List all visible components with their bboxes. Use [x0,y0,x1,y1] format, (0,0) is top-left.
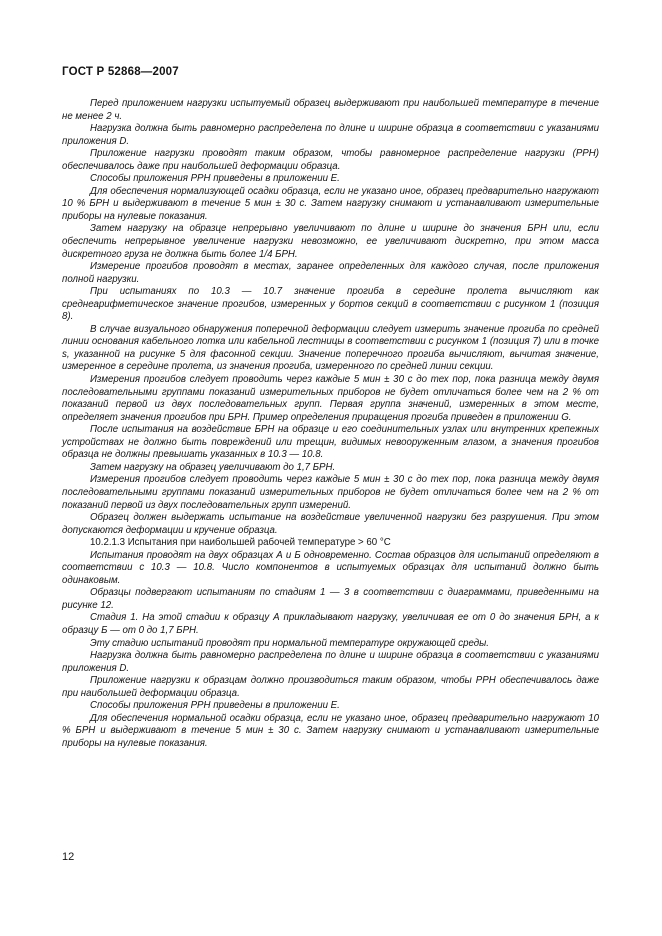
paragraph: Перед приложением нагрузки испытуемый образец выдерживают при наибольшей температуре в течение не менее 2 ч. [62,98,599,122]
paragraph: Затем нагрузку на образец увеличивают до 1,7 БРН. [90,461,336,473]
paragraph: Измерения прогибов следует проводить через каждые 5 мин ± 30 с до тех пор, пока разница между двумя последовательными группами показаний измерительных приборов не будет отличаться более чем на 2 % от показаний первой из двух последовательных групп. Первая группа значений, измеренных в этом месте, определяет значения прогибов при БРН. Пример определения приращения прогиба приведен в приложении G. [62,374,599,423]
paragraph: Испытания проводят на двух образцах А и Б одновременно. Состав образцов для испытаний определяют в соответствии с 10.3 — 10.8. Число компонентов в испытуемых образцах для испытаний должно быть одинаковым. [62,549,599,586]
paragraph: Затем нагрузку на образце непрерывно увеличивают по длине и ширине до значения БРН или, если обеспечить непрерывное увеличение нагрузки невозможно, ее увеличивают дискретно, при этом масса дискретного груза не должна быть более 1/4 БРН. [62,223,599,260]
document-header: ГОСТ Р 52868—2007 [62,66,179,78]
paragraph: Нагрузка должна быть равномерно распределена по длине и ширине образца в соответствии с указаниями приложения D. [62,123,599,147]
paragraph: Для обеспечения нормализующей осадки образца, если не указано иное, образец предварительно нагружают 10 % БРН и выдерживают в течение 5 мин ± 30 с. Затем нагрузку снимают и устанавливают измерительные приборы на нулевые показания. [62,185,599,222]
paragraph: Измерения прогибов следует проводить через каждые 5 мин ± 30 с до тех пор, пока разница между двумя последовательными группами показаний измерительных приборов не будет отличаться более чем на 2 % от показаний первой из двух последовательных групп измерений. [62,474,599,511]
paragraph: Измерение прогибов проводят в местах, заранее определенных для каждого случая, после приложения полной нагрузки. [62,261,599,285]
paragraph: Нагрузка должна быть равномерно распределена по длине и ширине образца в соответствии с указаниями приложения D. [62,650,599,674]
paragraph: Приложение нагрузки проводят таким образом, чтобы равномерное распределение нагрузки (РРН) обеспечивалось даже при наибольшей деформации образца. [62,148,599,172]
paragraph: Образцы подвергают испытаниям по стадиям 1 — 3 в соответствии с диаграммами, приведенными на рисунке 12. [62,587,599,611]
paragraph: Эту стадию испытаний проводят при нормальной температуре окружающей среды. [90,637,489,649]
document-body [62,98,599,750]
paragraph: Способы приложения РРН приведены в приложении Е. [90,700,340,712]
paragraph: 10.2.1.3 Испытания при наибольшей рабочей температуре > 60 °С [90,537,391,549]
paragraph: Стадия 1. На этой стадии к образцу А прикладывают нагрузку, увеличивая ее от 0 до значения БРН, а к образцу Б — от 0 до 1,7 БРН. [62,612,599,636]
paragraph: При испытаниях по 10.3 — 10.7 значение прогиба в середине пролета вычисляют как среднеарифметическое значение прогибов, измеренных у бортов секций в соответствии с рисунком 1 (позиция 8). [62,286,599,323]
paragraph: Для обеспечения нормальной осадки образца, если не указано иное, образец предварительно нагружают 10 % БРН и выдерживают в течение 5 мин ± 30 с. Затем нагрузку снимают и устанавливают измерительные приборы на нулевые показания. [62,712,599,749]
paragraph: Приложение нагрузки к образцам должно производиться таким образом, чтобы РРН обеспечивалось даже при наибольшей деформации образца. [62,675,599,699]
page-number: 12 [62,851,75,863]
paragraph: После испытания на воздействие БРН на образце и его соединительных узлах или внутренних крепежных устройствах не должно быть повреждений или трещин, видимых невооруженным глазом, а значения прогибов образца не должны превышать указанных в 10.3 — 10.8. [62,424,599,461]
paragraph: Способы приложения РРН приведены в приложении Е. [90,173,340,185]
paragraph: В случае визуального обнаружения поперечной деформации следует измерить значение прогиба по средней линии основания кабельного лотка или кабельной лестницы в соответствии с рисунком 1 (позиция 7) или в точке s, указанной на рисунке 5 для фасонной секции. Значение поперечного прогиба вычисляют, вычитая значение, измеренное в середине пролета, из значения прогиба, измеренного по средней линии секции. [62,323,599,373]
paragraph: Образец должен выдержать испытание на воздействие увеличенной нагрузки без разрушения. При этом допускаются деформации и кручение образца. [62,512,599,536]
